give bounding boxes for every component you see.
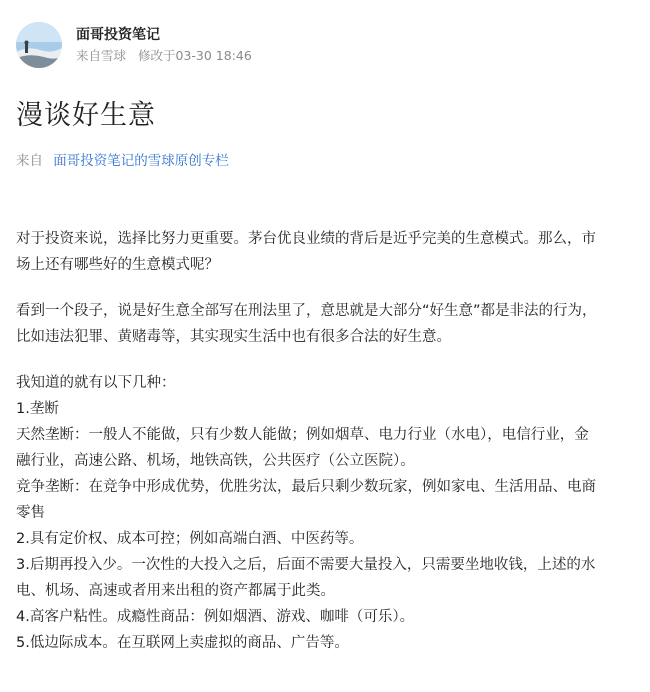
author-meta: [76, 48, 260, 64]
text-line: 比如违法犯罪、黄赌毒等，其实现实生活中也有很多合法的好生意。: [16, 329, 451, 345]
list-item-low-marginal-cost: 5.低边际成本。在互联网上卖虚拟的商品、广告等。: [16, 635, 349, 651]
modified-time: 修改于03-30 18:46: [138, 48, 252, 63]
paragraph-joke: [16, 298, 636, 350]
text-line: 场上还有哪些好的生意模式呢？: [16, 257, 219, 273]
list-item: 竞争垄断：在竞争中形成优势，优胜劣汰，最后只剩少数玩家，例如家电、生活用品、电商: [16, 479, 596, 495]
text-line: 看到一个段子，说是好生意全部写在刑法里了，意思就是大部分“好生意”都是非法的行为，: [16, 303, 597, 319]
author-info: [76, 26, 260, 64]
article-title: 漫谈好生意: [16, 100, 156, 131]
article-body: [16, 226, 636, 676]
list-item-customer-stickiness: 4.高客户粘性。成瘾性商品：例如烟酒、游戏、咖啡（可乐）。: [16, 609, 415, 625]
source-prefix: 来自: [16, 153, 43, 169]
list-intro: 我知道的就有以下几种：: [16, 375, 176, 391]
list-item-pricing-power: 2.具有定价权、成本可控；例如高端白酒、中医药等。: [16, 531, 364, 547]
list-item-low-reinvestment: 3.后期再投入少。一次性的大投入之后，后面不需要大量投入，只需要坐地收钱，上述的水: [16, 557, 596, 573]
list-heading-monopoly: 1.垄断: [16, 401, 59, 417]
list-item: 融行业，高速公路、机场，地铁高铁，公共医疗（公立医院）。: [16, 453, 415, 469]
author-name[interactable]: 面哥投资笔记: [76, 27, 160, 43]
avatar[interactable]: [16, 22, 62, 68]
business-list: [16, 370, 636, 656]
paragraph-intro: [16, 226, 636, 278]
author-source: 来自雪球: [76, 48, 127, 63]
list-item: 电、机场、高速或者用来出租的资产都属于此类。: [16, 583, 335, 599]
author-bar: [16, 22, 260, 68]
list-item: 天然垄断：一般人不能做，只有少数人能做；例如烟草、电力行业（水电），电信行业，金: [16, 427, 589, 443]
source-column-link[interactable]: 面哥投资笔记的雪球原创专栏: [53, 153, 229, 169]
text-line: 对于投资来说，选择比努力更重要。茅台优良业绩的背后是近乎完美的生意模式。那么，市: [16, 231, 596, 247]
article-source: [16, 151, 229, 171]
list-item: 零售: [16, 505, 45, 521]
